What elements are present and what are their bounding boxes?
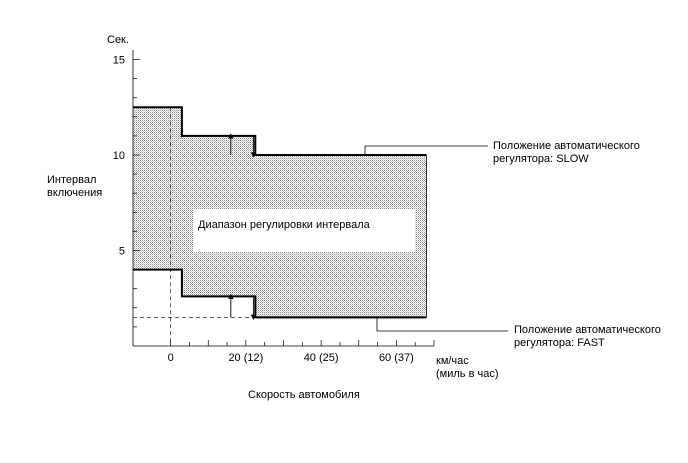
slow-callout-line bbox=[365, 146, 488, 155]
y-axis-unit: Сек. bbox=[107, 34, 129, 46]
y-axis-label: Интервал включения bbox=[47, 174, 103, 199]
legend-fast: Положение автоматического регулятора: FAST bbox=[514, 324, 661, 349]
fast-callout-line bbox=[377, 317, 508, 331]
x-tick-label: 20 (12) bbox=[228, 352, 264, 364]
region-label: Диапазон регулировки интервала bbox=[198, 219, 370, 231]
y-tick-label: 10 bbox=[112, 150, 125, 162]
y-tick-label: 5 bbox=[118, 245, 125, 258]
x-axis-unit: км/час (миль в час) bbox=[436, 355, 499, 380]
legend-slow: Положение автоматического регулятора: SLOW bbox=[493, 140, 640, 165]
x-tick-label: 40 (25) bbox=[303, 352, 339, 364]
x-tick-label: 0 bbox=[167, 352, 174, 364]
y-tick-label: 15 bbox=[112, 54, 125, 67]
x-axis-label: Скорость автомобиля bbox=[248, 389, 360, 401]
x-tick-label: 60 (37) bbox=[378, 352, 414, 364]
